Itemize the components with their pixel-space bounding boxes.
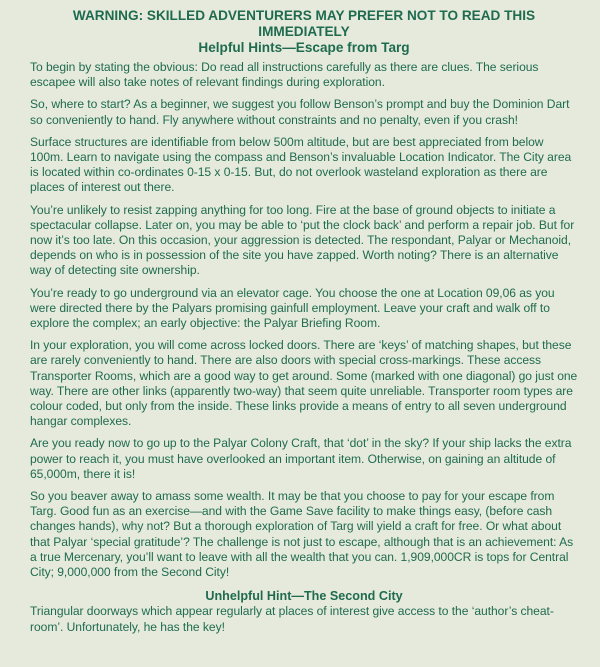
paragraph-zapping: You’re unlikely to resist zapping anything for too long. Fire at the base of ground objects to initiate a spectacular collapse. Later on, you may be able to ‘put the clock back’ and perform a repair job. But for now it’s too late. On this occasion, your aggression is detected. The respondant, Palyar or Mechanoid, depends on who is in possession of the site you have zapped. Worth noting? There is an alternative way of detecting site ownership.: [30, 202, 575, 278]
warning-heading: WARNING: SKILLED ADVENTURERS MAY PREFER NOT TO READ THIS IMMEDIATELY: [72, 8, 536, 39]
paragraph-where-to-start: So, where to start? As a beginner, we suggest you follow Benson’s prompt and buy the Dominion Dart so conveniently to hand. Fly anywhere without constraints and no penalty, even if you crash!: [30, 97, 570, 127]
paragraph-locked-doors: In your exploration, you will come across locked doors. There are ‘keys’ of matching shapes, but these are rarely conveniently to hand. There are also doors with special cross-markings. These access Transporter Rooms, which are a good way to get around. Some (marked with one diagonal) go just one way. There are other links (apparently two-way) that seem quite unreliable. Transporter room types are colour coded, but only from the inside. These links provide a means of entry to all seven underground hangar complexes.: [30, 338, 578, 429]
paragraph-intro: To begin by stating the obvious: Do read all instructions carefully as there are clues. The serious escapee will also take notes of relevant findings during exploration.: [30, 60, 539, 90]
unhelpful-hint-title: Unhelpful Hint—The Second City: [205, 589, 403, 604]
paragraph-wealth: So you beaver away to amass some wealth. It may be that you choose to pay for your escape from Targ. Good fun as an exercise—and with the Game Save facility to make things easy, (before cash changes hands), why not? But a thorough exploration of Targ will yield a craft for free. Or what about that Palyar ‘special gratitude’? The challenge is not just to escape, although that is an achievement: As a true Mercenary, you’ll want to leave with all the wealth that you can. 1,909,000CR is tops for Central City; 9,000,000 from the Second City!: [30, 489, 574, 580]
paragraph-colony-craft: Are you ready now to go up to the Palyar Colony Craft, that ‘dot’ in the sky? If your ship lacks the extra power to reach it, you must have overlooked an important item. Otherwise, on gaining an altitude of 65,000m, there it is!: [30, 436, 572, 481]
paragraph-surface-structures: Surface structures are identifiable from below 500m altitude, but are best appreciated from below 100m. Learn to navigate using the compass and Benson’s invaluable Location Indicator. The City area is located within co-ordinates 0-15 x 0-15. But, do not overlook wasteland exploration as there are places of interest out there.: [30, 134, 572, 195]
helpful-hints-title: Helpful Hints—Escape from Targ: [198, 40, 410, 55]
paragraph-second-city: Triangular doorways which appear regularly at places of interest give access to the ‘author’s cheat-room’. Unfortunately, he has the key!: [30, 604, 554, 634]
paragraph-underground: You’re ready to go underground via an elevator cage. You choose the one at Location 09,06 as you were directed there by the Palyars promising gainfull employment. Leave your craft and walk off to explore the complex; an early objective: the Palyar Briefing Room.: [30, 285, 555, 331]
